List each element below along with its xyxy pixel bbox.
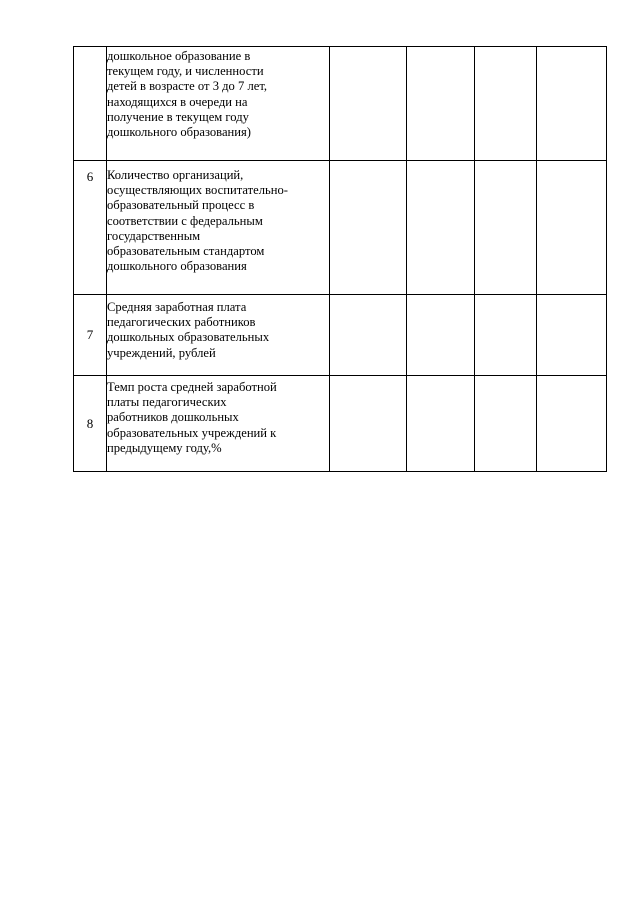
row-number: 7 — [74, 295, 107, 376]
value-cell — [475, 295, 537, 376]
row-number: 6 — [74, 161, 107, 295]
value-cell — [407, 376, 475, 472]
value-cell — [475, 161, 537, 295]
table-row — [74, 161, 607, 295]
value-cell — [537, 295, 607, 376]
indicators-table — [73, 46, 607, 472]
value-cell — [330, 376, 407, 472]
value-cell — [537, 161, 607, 295]
row-description-text: Средняя заработная плата педагогических работников дошкольных образовательных учреждений, рублей — [107, 300, 270, 360]
value-cell — [475, 47, 537, 161]
value-cell — [407, 295, 475, 376]
row-description — [107, 47, 330, 161]
value-cell — [537, 47, 607, 161]
row-description — [107, 376, 330, 472]
row-number: 8 — [74, 376, 107, 472]
value-cell — [330, 161, 407, 295]
value-cell — [330, 295, 407, 376]
row-description — [107, 295, 330, 376]
value-cell — [537, 376, 607, 472]
row-description-text: дошкольное образование в текущем году, и численности детей в возрасте от 3 до 7 лет, находящихся в очереди на получение в текущем году дошкольного образования) — [107, 49, 268, 140]
value-cell — [330, 47, 407, 161]
value-cell — [407, 47, 475, 161]
table-row — [74, 47, 607, 161]
row-description-text: Количество организаций, осуществляющих воспитательно- образовательный процесс в соответствии с федеральным государственным образовательным стандартом дошкольного образования — [107, 168, 288, 274]
table-row — [74, 376, 607, 472]
row-description-text: Темп роста средней заработной платы педагогических работников дошкольных образовательных учреждений к предыдущему году,% — [107, 380, 277, 455]
value-cell — [407, 161, 475, 295]
value-cell — [475, 376, 537, 472]
row-number — [74, 47, 107, 161]
row-description — [107, 161, 330, 295]
table-row — [74, 295, 607, 376]
